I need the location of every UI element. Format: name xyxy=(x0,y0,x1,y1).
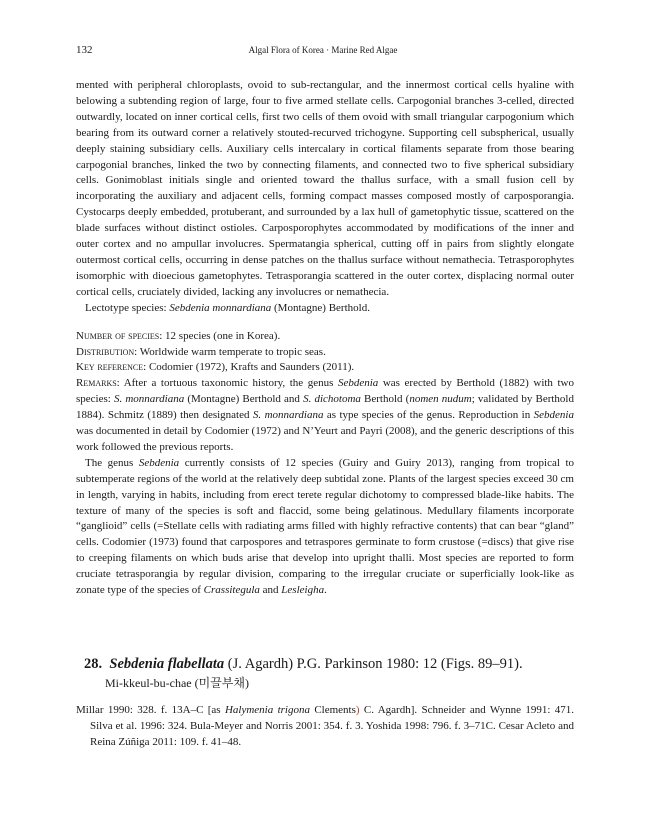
description-paragraph: mented with peripheral chloroplasts, ovoid to sub-rectangular, and the innermost cortical cells hyaline with belowing a subtending region of large, four to five armed stellate cells. Carpogonial branches 3-celled, directed outwardly, located on inner cortical cells, first two cells of them ovoid with small triangular carpogonium which bearing from its outward corner a relatively stouted-recurved trichogyne. Supporting cell subspherical, usually deeply staining subsidiary cells. Auxiliary cells intercalary in cortical filaments separate from those bearing carpogonial branches, linked the two by connecting filaments, and connected two to five spherical subsidiary cells. Gonimoblast initials single and oriented toward the thallus surface, with a small fusion cell by incorporating the auxiliary and adjacent cells, forming compact masses composed mostly of carposporangia. Cystocarps deeply embedded, protuberant, and surrounded by a lax hull of gametophytic tissue, scattered on the blade surfaces without distinct ostioles. Carposporophytes accommodated by modifications of the inner and outer cortex and no ampullar involucres. Spermatangia spherical, cutting off in pairs from slightly elongate outermost cortical cells, occurring in dense patches on the thallus surface without nemathecia. Tetrasporophytes isomorphic with dioecious gametophytes. Tetrasporangia scattered in the outer cortex, displacing normal outer cortical cells, cruciately divided, lacking any involucres or nemathecia. xyxy=(76,79,574,298)
distribution: Distribution: Worldwide warm temperate to tropic seas. xyxy=(76,345,326,358)
body-text xyxy=(76,78,574,599)
species-heading xyxy=(84,655,574,673)
species-authority: (J. Agardh) P.G. Parkinson 1980: 12 (Figs. 89–91). xyxy=(224,656,523,672)
species-number: 28. xyxy=(84,656,103,672)
key-reference: Key reference: Codomier (1972), Krafts and Saunders (2011). xyxy=(76,361,355,374)
page-header xyxy=(76,44,570,58)
running-title: Algal Flora of Korea · Marine Red Algae xyxy=(248,45,398,55)
page-number: 132 xyxy=(76,44,93,56)
species-name: Sebdenia flabellata xyxy=(109,656,225,672)
key-ref-label: Key reference: xyxy=(76,361,147,374)
number-of-species: Number of species: 12 species (one in Korea). xyxy=(76,329,281,342)
species-label: Number of species: xyxy=(76,329,163,342)
lectotype-label: Lectotype species: xyxy=(85,301,170,314)
references xyxy=(76,703,574,751)
korean-name: Mi-kkeul-bu-chae (미끌부채) xyxy=(105,676,249,690)
lectotype-line xyxy=(76,301,574,317)
reference-list: Millar 1990: 328. f. 13A–C [as Halymenia trigona Clements) C. Agardh]. Schneider and Wynne 1991: 471. Silva et al. 1996: 324. Bula-Meyer and Norris 2001: 354. f. 3. Yoshida 1998: 796. f. 3–71C. Cesar Acleto and Reina Zúñiga 2011: 109. f. 41–48. xyxy=(76,704,574,748)
lectotype-species: Sebdenia monnardiana xyxy=(169,301,272,314)
genus-paragraph: The genus Sebdenia currently consists of 12 species (Guiry and Guiry 2013), ranging from tropical to subtemperate regions of the world at the relatively deep subtidal zone. Plants of the largest species exceed 30 cm in length, varying in habits, including from erect terete regular dichotomy to compressed blade-like habits. The texture of many of the species is soft and flaccid, some being gelatinous. Medullary filaments incorporate “ganglioid” cells (=Stellate cells with radiating arms filled with highly refractive contents) that can bear “gland” cells. Codomier (1973) found that carpospores and tetraspores germinate to form crustose (=discs) that give rise to creeping filaments on which buds arise that develop into upright thalli. Most species are reported to form cruciate tetrasporangia by regular division, comparing to the irregular cruciate or superficially look-like as zonate type of the species of Crassitegula and Lesleigha. xyxy=(76,456,575,597)
remarks-paragraph: Remarks: After a tortuous taxonomic history, the genus Sebdenia was erected by Berthold (1882) with two species: S. monnardiana (Montagne) Berthold and S. dichotoma Berthold (nomen nudum; validated by Berthold 1884). Schmitz (1889) then designated S. monnardiana as type species of the genus. Reproduction in Sebdenia was documented in detail by Codomier (1972) and N’Yeurt and Payri (2008), and the generic descriptions of this work followed the previous reports. xyxy=(76,377,574,453)
remarks-label: Remarks: xyxy=(76,377,120,390)
distribution-label: Distribution: xyxy=(76,345,138,358)
lectotype-author: (Montagne) Berthold. xyxy=(271,301,370,314)
